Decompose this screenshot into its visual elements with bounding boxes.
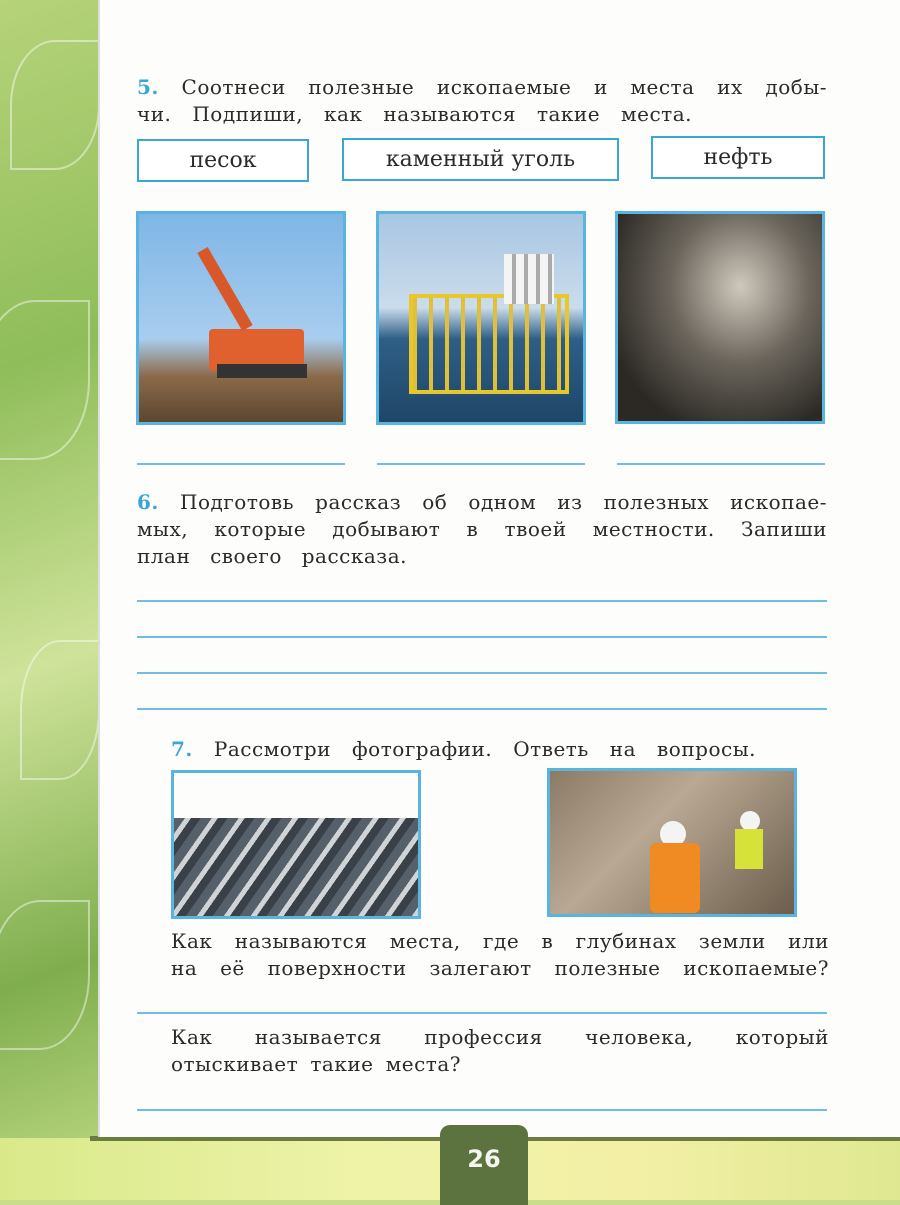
question1-line2: на её поверхности залегают полезные ископаемые? <box>171 956 829 980</box>
label-sand: песок <box>137 139 309 182</box>
photo-excavator-quarry <box>136 211 346 425</box>
answer-line[interactable] <box>137 600 827 602</box>
task6-number: 6. <box>137 490 159 514</box>
label-coal: каменный уголь <box>342 138 619 181</box>
task7-text <box>171 736 756 763</box>
task6-text-line3: план своего рассказа. <box>137 544 407 568</box>
task7-instruction: Рассмотри фотографии. Ответь на вопросы. <box>213 737 756 761</box>
task5-text-line2: чи. Подпиши, как называются такие места. <box>137 102 692 126</box>
question2-line1: Как называется профессия человека, который <box>171 1025 829 1049</box>
question2-line2: отыскивает такие места? <box>171 1052 461 1076</box>
answer-line[interactable] <box>137 708 827 710</box>
photo-oil-platform <box>376 211 586 425</box>
photo-geologists-at-rock <box>547 768 797 917</box>
task6-text: Подготовь рассказ об одном из полезных ископае- <box>180 490 828 514</box>
task5-number: 5. <box>137 75 159 99</box>
answer-line-q1[interactable] <box>137 1012 827 1014</box>
photo-coal-mine-tunnel <box>615 211 825 424</box>
decorative-background <box>0 0 110 1200</box>
task7-number: 7. <box>171 737 193 761</box>
page-number: 26 <box>440 1125 528 1205</box>
task5-text-line1 <box>137 74 827 101</box>
answer-line[interactable] <box>137 636 827 638</box>
answer-line-sand[interactable] <box>137 463 345 465</box>
photo-rock-outcrop <box>171 770 421 919</box>
question1-line1: Как называются места, где в глубинах земли или <box>171 929 829 953</box>
task6-text-line1 <box>137 489 827 516</box>
task6-text-line2: мых, которые добывают в твоей местности. Запиши <box>137 517 827 541</box>
answer-line-oil[interactable] <box>617 463 825 465</box>
answer-line-coal[interactable] <box>377 463 585 465</box>
answer-line[interactable] <box>137 672 827 674</box>
task5-text: Соотнеси полезные ископаемые и места их добы- <box>181 75 828 99</box>
label-oil: нефть <box>651 136 825 179</box>
answer-line-q2[interactable] <box>137 1109 827 1111</box>
